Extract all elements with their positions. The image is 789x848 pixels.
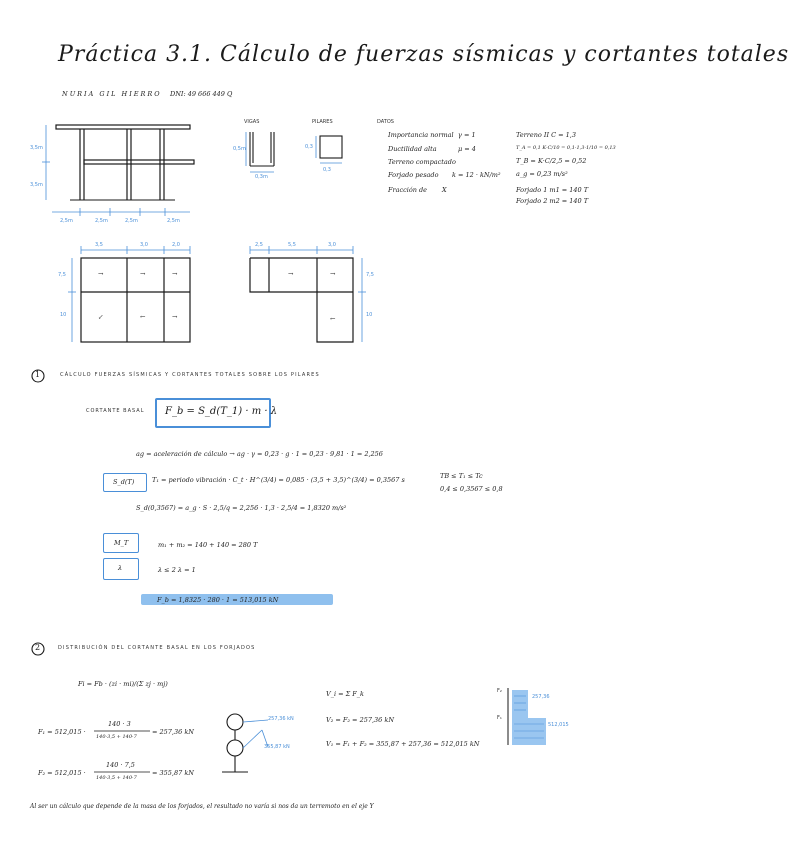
vigas-dim-side: 0,5m (233, 146, 246, 152)
section1-number: 1 (35, 370, 41, 379)
datos-right-5: Forjado 1 m1 = 140 T (516, 186, 589, 194)
ag-line: ag = aceleración de cálculo → ag · γ = 0,23 · g · 1 = 0,23 · 9,81 · 1 = 2,256 (136, 450, 383, 458)
tb-line-1: TB ≤ T₁ ≤ Tc (440, 472, 483, 480)
plan-left-arrow-3: → (172, 270, 178, 278)
v2-line: V₂ = F₂ = 257,36 kN (326, 716, 395, 724)
floor-label-1: F₁ (497, 715, 502, 721)
basal-formula: F_b = S_d(T_1) · m · λ (165, 406, 278, 417)
fig-label-1: 257,36 kN (268, 716, 294, 722)
t1-line: T₁ = periodo vibración · C_t · H^(3/4) = 0,085 · (3,5 + 3,5)^(3/4) = 0,3567 s (152, 476, 405, 484)
datos-row-5: Fracción de (388, 186, 428, 194)
datos-val-5: X (442, 186, 447, 194)
sd-label: S_d(T) (113, 478, 135, 486)
mass-figure (222, 714, 248, 772)
footer-note: Al ser un cálculo que depende de la masa de los forjados, el resultado no varía si nos da un terremoto en el eje Y (30, 803, 374, 810)
dist-formula: Fi = Fb · (zi · mi)/(Σ zj · mj) (78, 680, 168, 688)
f1-den: 140·3,5 + 140·7 (96, 734, 137, 740)
elev-dim-b1: 2,5m (60, 218, 73, 224)
tb-line-2: 0,4 ≤ 0,3567 ≤ 0,8 (440, 485, 503, 493)
formula-box (155, 398, 278, 428)
plan-right (250, 258, 353, 342)
f2-num: 140 · 7,5 (106, 761, 135, 769)
sd-box (103, 473, 147, 492)
plan-left-arrow-5: ← (140, 313, 146, 321)
plan-right-arrow-1: → (288, 270, 294, 278)
cortante-label: CORTANTE BASAL (86, 408, 145, 414)
sum-formula: V_i = Σ F_k (326, 690, 364, 698)
plan-left-dim-1: 3,5 (95, 242, 103, 248)
v1-line: V₁ = F₁ + F₂ = 355,87 + 257,36 = 512,015 kN (326, 740, 480, 748)
sd-line: S_d(0,3567) = a_g · S · 2,5/q = 2,256 · 1,3 · 2,5/4 = 1,8320 m/s² (136, 504, 347, 512)
lambda-box (103, 558, 139, 580)
plan-left-arrow-1: → (98, 270, 104, 278)
f1-num: 140 · 3 (108, 720, 131, 728)
datos-row-1: Importancia normal (388, 131, 454, 139)
plan-left-arrow-6: → (172, 313, 178, 321)
f2-result: = 355,87 kN (152, 769, 194, 777)
datos-val-2: μ = 4 (458, 145, 476, 153)
vigas-label: VIGAS (244, 119, 260, 125)
datos-right-4: a_g = 0,23 m/s² (516, 170, 568, 178)
pilares-label: PILARES (312, 119, 333, 125)
datos-val-1: γ = 1 (458, 131, 476, 139)
plan-right-side-1: 7,5 (366, 272, 374, 278)
lambda-line: λ ≤ 2 λ = 1 (158, 566, 196, 574)
datos-right-3: T_B = K·C/2,5 = 0,52 (516, 157, 587, 165)
dni: DNI: 49 666 449 Q (170, 90, 233, 98)
plan-left-dim-3: 2,0 (172, 242, 180, 248)
plan-left-side-2: 10 (60, 312, 67, 318)
lambda-label: λ (118, 564, 123, 572)
datos-row-4: Forjado pesado (388, 171, 439, 179)
result-line: F_b = 1,8325 · 280 · 1 = 513,015 kN (157, 596, 279, 604)
plan-left-arrow-2: → (140, 270, 146, 278)
f2-label: F₂ = 512,015 · (38, 769, 86, 777)
plan-right-arrow-2: → (330, 270, 336, 278)
elev-dim-top: 3,5m (30, 145, 43, 151)
mt-label: M_T (114, 539, 129, 547)
f1-result: = 257,36 kN (152, 728, 194, 736)
result-highlight (141, 594, 333, 605)
plan-right-dim-2: 5,5 (288, 242, 296, 248)
mt-box (103, 533, 139, 553)
pilares-dim-bottom: 0,3 (323, 167, 331, 173)
vigas-dim-bottom: 0,3m (255, 174, 268, 180)
diag-label-1: 257,36 (532, 694, 550, 700)
plan-left-side-1: 7,5 (58, 272, 66, 278)
plan-left-dim-2: 3,0 (140, 242, 148, 248)
author-name: NURIA GIL HIERRO (62, 90, 162, 98)
viga-section (250, 132, 274, 166)
elevation-dims (42, 125, 190, 216)
datos-right-2: T_A = 0,1 K·C/10 = 0,1·1,3·1/10 = 0,13 (516, 145, 616, 151)
plan-right-arrow-3: ← (330, 315, 336, 323)
pilares-dim-side: 0,3 (305, 144, 313, 150)
section2-number: 2 (35, 643, 41, 652)
floor-label-2: F₂ (497, 688, 502, 694)
elev-dim-b3: 2,5m (125, 218, 138, 224)
plan-right-dim-3: 3,0 (328, 242, 336, 248)
datos-row-3: Terreno compactado (388, 158, 456, 166)
mt-line: m₁ + m₂ = 140 + 140 = 280 T (158, 541, 258, 549)
datos-label: DATOS (377, 119, 394, 125)
fig-label-2: 355,87 kN (264, 744, 290, 750)
datos-right-1: Terreno II C = 1,3 (516, 131, 576, 139)
plan-left-arrow-4: ↙ (98, 313, 104, 321)
elev-dim-b2: 2,5m (95, 218, 108, 224)
plan-right-dims (250, 246, 366, 342)
elevation-frame (56, 125, 194, 200)
f2-den: 140·3,5 + 140·7 (96, 775, 137, 781)
diag-label-2: 512,015 (548, 722, 569, 728)
datos-right-6: Forjado 2 m2 = 140 T (516, 197, 589, 205)
plan-left-dims (68, 246, 190, 342)
elev-dim-bottom: 3,5m (30, 182, 43, 188)
plan-right-side-2: 10 (366, 312, 373, 318)
page-title: Práctica 3.1. Cálculo de fuerzas sísmicas y cortantes totales (58, 42, 789, 67)
f1-label: F₁ = 512,015 · (38, 728, 86, 736)
elev-dim-b4: 2,5m (167, 218, 180, 224)
section1-title: CÁLCULO FUERZAS SÍSMICAS Y CORTANTES TOTALES SOBRE LOS PILARES (60, 372, 320, 378)
datos-row-2: Ductilidad alta (388, 145, 437, 153)
datos-val-4: k = 12 · kN/m² (452, 171, 501, 179)
pilar-section (320, 136, 342, 158)
section2-title: DISTRIBUCIÓN DEL CORTANTE BASAL EN LOS FORJADOS (58, 645, 256, 651)
plan-right-dim-1: 2,5 (255, 242, 263, 248)
